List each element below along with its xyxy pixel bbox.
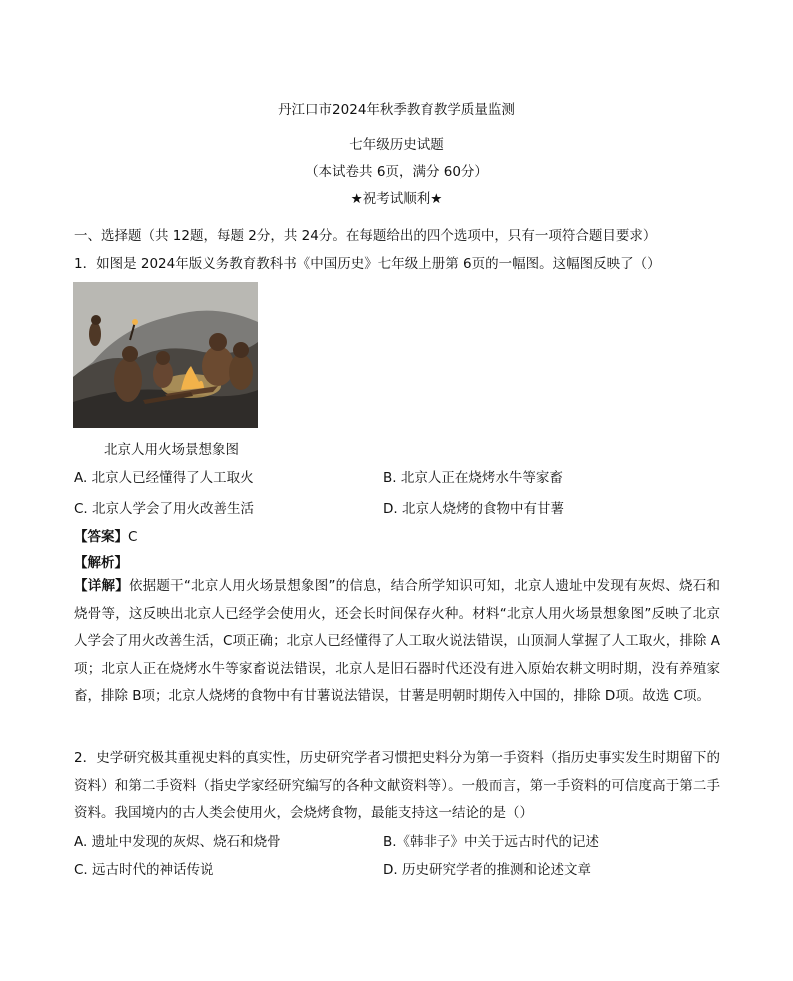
question-1-stem: 1．如图是 2024年版义务教育教科书《中国历史》七年级上册第 6页的一幅图。这幅图反映了（）	[74, 256, 661, 272]
q1-option-d: D. 北京人烧烤的食物中有甘薯	[383, 501, 564, 517]
exam-wish: ★祝考试顺利★	[350, 191, 443, 207]
exam-title: 丹江口市2024年秋季教育教学质量监测	[278, 102, 515, 118]
q1-option-c: C. 北京人学会了用火改善生活	[74, 501, 255, 517]
q2-option-c: C. 远古时代的神话传说	[74, 862, 214, 878]
question-2-stem: 2．史学研究极其重视史料的真实性，历史研究学者习惯把史料分为第一手资料（指历史事实发生时期留下的资料）和第二手资料（指史学家经研究编写的各种文献资料等）。一般而言，第一手资料的可信度高于第二手资料。我国境内的古人类会使用火，会烧烤食物，最能支持这一结论的是（）	[74, 750, 720, 821]
answer-value: C	[128, 529, 138, 545]
answer-label: 【答案】	[74, 529, 128, 545]
beijing-man-fire-illustration	[73, 282, 258, 428]
q2-option-a: A. 遗址中发现的灰烬、烧石和烧骨	[74, 834, 281, 850]
q1-answer	[74, 525, 137, 545]
detail-label: 【详解】	[74, 578, 129, 594]
section-heading: 一、选择题（共 12题，每题 2分，共 24分。在每题给出的四个选项中，只有一项符合题目要求）	[74, 228, 657, 244]
figure-caption: 北京人用火场景想象图	[104, 442, 239, 458]
exam-subtitle: 七年级历史试题	[349, 137, 444, 153]
q1-option-a: A. 北京人已经懂得了人工取火	[74, 470, 254, 486]
q1-analysis-label	[74, 551, 128, 571]
analysis-label: 【解析】	[74, 555, 128, 571]
q1-option-b: B. 北京人正在烧烤水牛等家畜	[383, 470, 563, 486]
q2-option-d: D. 历史研究学者的推测和论述文章	[383, 862, 591, 878]
q1-detail	[74, 573, 720, 711]
exam-info: （本试卷共 6页，满分 60分）	[305, 164, 488, 180]
q2-option-b: B.《韩非子》中关于远古时代的记述	[383, 834, 600, 850]
detail-text: 依据题干“北京人用火场景想象图”的信息，结合所学知识可知，北京人遗址中发现有灰烬、烧石和烧骨等，这反映出北京人已经学会使用火，还会长时间保存火种。材料“北京人用火场景想象图”反映了北京人学会了用火改善生活，C项正确；北京人已经懂得了人工取火说法错误，山顶洞人掌握了人工取火，排除 A项；北京人正在烧烤水牛等家畜说法错误，北京人是旧石器时代还没有进入原始农耕文明时期，没有养殖家畜，排除 B项；北京人烧烤的食物中有甘薯说法错误，甘薯是明朝时期传入中国的，排除 D项。故选 C项。	[74, 578, 720, 704]
